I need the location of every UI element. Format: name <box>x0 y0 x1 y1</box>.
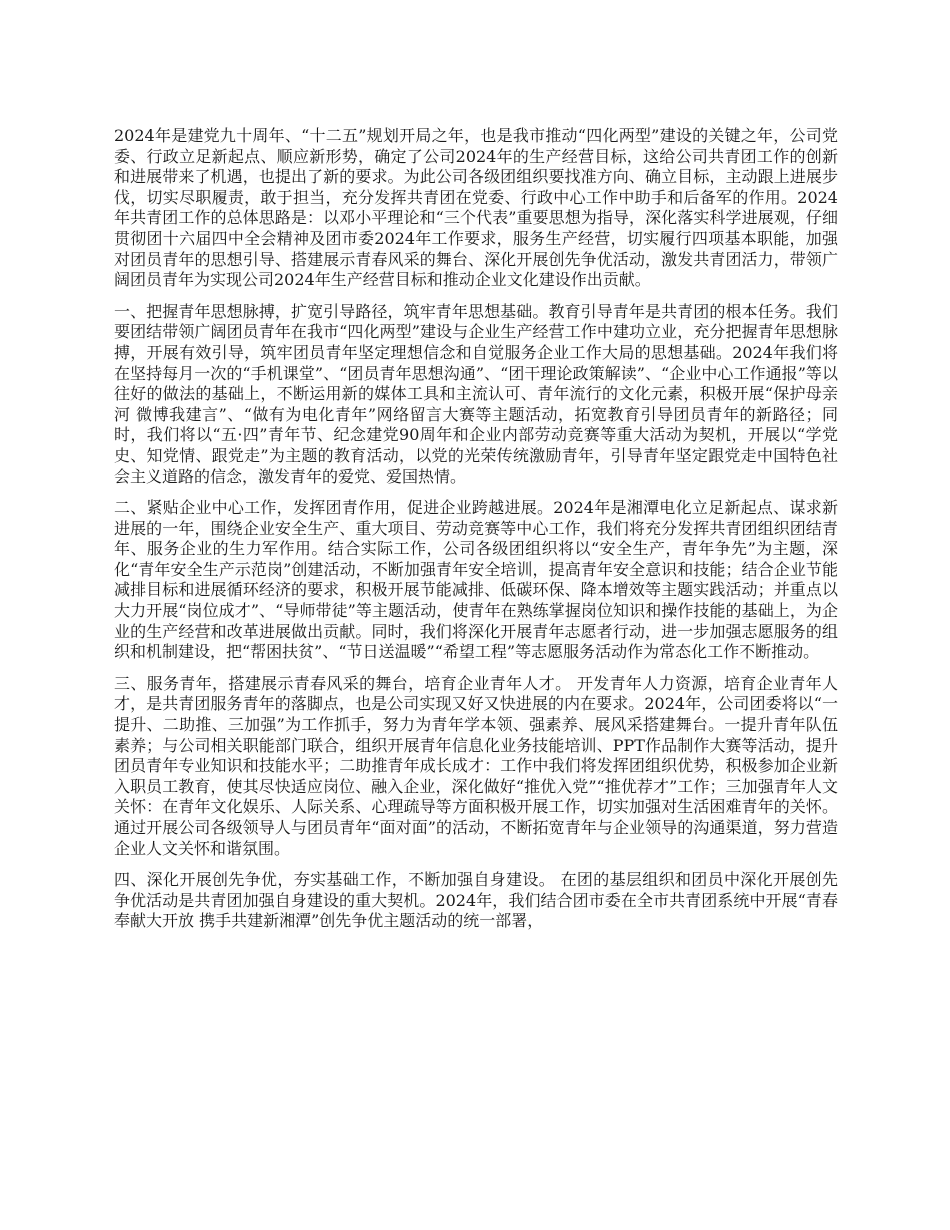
paragraph-intro: 2024年是建党九十周年、“十二五”规划开局之年，也是我市推动“四化两型”建设的关键之年，公司党委、行政立足新起点、顺应新形势，确定了公司2024年的生产经营目标，这给公司共青团工作的创新和进展带来了机遇，也提出了新的要求。为此公司各级团组织要找准方向、确立目标，主动跟上进展步伐，切实尽职履责，敢于担当，充分发挥共青团在党委、行政中心工作中助手和后备军的作用。2024年共青团工作的总体思路是：以邓小平理论和“三个代表”重要思想为指导，深化落实科学进展观，仔细贯彻团十六届四中全会精神及团市委2024年工作要求，服务生产经营，切实履行四项基本职能，加强对团员青年的思想引导、搭建展示青春风采的舞台、深化开展创先争优活动，激发共青团活力，带领广阔团员青年为实现公司2024年生产经营目标和推动企业文化建设作出贡献。 <box>114 126 838 290</box>
paragraph-section-three: 三、服务青年，搭建展示青春风采的舞台，培育企业青年人才。 开发青年人力资源，培育企业青年人才，是共青团服务青年的落脚点，也是公司实现又好又快进展的内在要求。2024年，公司团委将以“一提升、二助推、三加强”为工作抓手，努力为青年学本领、强素养、展风采搭建舞台。一提升青年队伍素养；与公司相关职能部门联合，组织开展青年信息化业务技能培训、PPT作品制作大赛等活动，提升团员青年专业知识和技能水平；二助推青年成长成才：工作中我们将发挥团组织优势，积极参加企业新入职员工教育，使其尽快适应岗位、融入企业，深化做好“推优入党”“推优荐才”工作；三加强青年人文关怀：在青年文化娱乐、人际关系、心理疏导等方面积极开展工作，切实加强对生活困难青年的关怀。通过开展公司各级领导人与团员青年“面对面”的活动，不断拓宽青年与企业领导的沟通渠道，努力营造企业人文关怀和谐氛围。 <box>114 673 838 858</box>
document-page <box>114 126 838 943</box>
paragraph-section-four: 四、深化开展创先争优，夯实基础工作，不断加强自身建设。 在团的基层组织和团员中深化开展创先争优活动是共青团加强自身建设的重大契机。2024年，我们结合团市委在全市共青团系统中开展“青春奉献大开放 携手共建新湘潭”创先争优主题活动的统一部署， <box>114 870 838 931</box>
paragraph-section-one: 一、把握青年思想脉搏，扩宽引导路径，筑牢青年思想基础。教育引导青年是共青团的根本任务。我们要团结带领广阔团员青年在我市“四化两型”建设与企业生产经营工作中建功立业，充分把握青年思想脉搏，开展有效引导，筑牢团员青年坚定理想信念和自觉服务企业工作大局的思想基础。2024年我们将在坚持每月一次的“手机课堂”、“团员青年思想沟通”、“团干理论政策解读”、“企业中心工作通报”等以往好的做法的基础上，不断运用新的媒体工具和主流认可、青年流行的文化元素，积极开展“保护母亲河 微博我建言”、“做有为电化青年”网络留言大赛等主题活动，拓宽教育引导团员青年的新路径；同时，我们将以“五·四”青年节、纪念建党90周年和企业内部劳动竞赛等重大活动为契机，开展以“学党史、知党情、跟党走”为主题的教育活动，以党的光荣传统激励青年，引导青年坚定跟党走中国特色社会主义道路的信念，激发青年的爱党、爱国热情。 <box>114 301 838 486</box>
paragraph-section-two: 二、紧贴企业中心工作，发挥团青作用，促进企业跨越进展。2024年是湘潭电化立足新起点、谋求新进展的一年，围绕企业安全生产、重大项目、劳动竞赛等中心工作，我们将充分发挥共青团组织团结青年、服务企业的生力军作用。结合实际工作，公司各级团组织将以“安全生产，青年争先”为主题，深化“青年安全生产示范岗”创建活动，不断加强青年安全培训，提高青年安全意识和技能；结合企业节能减排目标和进展循环经济的要求，积极开展节能减排、低碳环保、降本增效等主题实践活动；并重点以大力开展“岗位成才”、“导师带徒”等主题活动，使青年在熟练掌握岗位知识和操作技能的基础上，为企业的生产经营和改革进展做出贡献。同时，我们将深化开展青年志愿者行动，进一步加强志愿服务的组织和机制建设，把“帮困扶贫”、“节日送温暖”“希望工程”等志愿服务活动作为常态化工作不断推动。 <box>114 498 838 662</box>
